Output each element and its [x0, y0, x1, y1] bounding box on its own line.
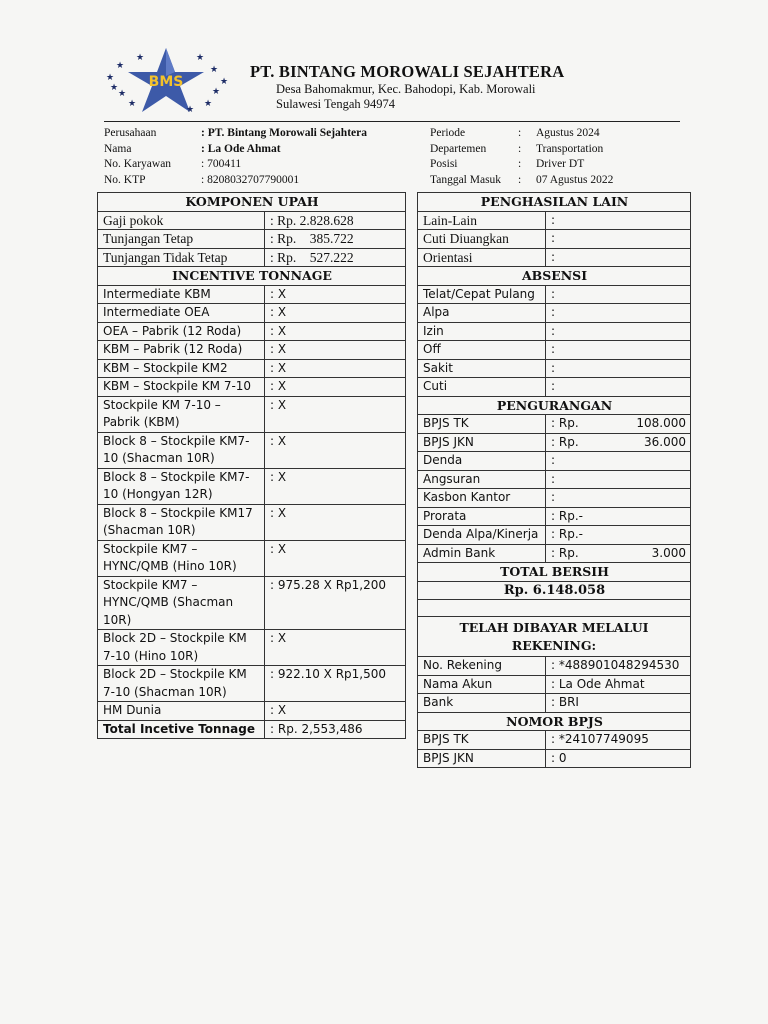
svg-text:BMS: BMS — [148, 74, 184, 90]
table-row: Prorata : Rp.- — [418, 507, 691, 526]
table-row: Block 2D – Stockpile KM 7-10 (Hino 10R) : X — [98, 630, 406, 666]
table-row: BPJS JKN : Rp. 36.000 — [418, 433, 691, 452]
table-row: Block 8 – Stockpile KM7-10 (Hongyan 12R) : X — [98, 468, 406, 504]
info-row-no-karyawan: No. Karyawan : 700411 — [104, 158, 242, 170]
table-row: Bank : BRI — [418, 694, 691, 713]
table-row: Block 8 – Stockpile KM7-10 (Shacman 10R) : X — [98, 432, 406, 468]
section-title-rekening: TELAH DIBAYAR MELALUI REKENING: — [418, 617, 691, 657]
info-row-perusahaan: Perusahaan : PT. Bintang Morowali Sejahtera — [104, 127, 367, 139]
svg-text:★: ★ — [212, 87, 221, 97]
table-row: Off : — [418, 341, 691, 360]
address-line-1: Desa Bahomakmur, Kec. Bahodopi, Kab. Morowali — [276, 82, 536, 96]
info-row-nama: Nama : La Ode Ahmat — [104, 142, 281, 155]
table-row: Stockpile KM7 – HYNC/QMB (Hino 10R) : X — [98, 540, 406, 576]
table-row: Cuti : — [418, 378, 691, 397]
section-title-komponen-upah: KOMPONEN UPAH — [98, 193, 406, 212]
address-line-2: Sulawesi Tengah 94974 — [276, 97, 396, 111]
table-row: Stockpile KM7 – HYNC/QMB (Shacman 10R) : 975.28 X Rp1,200 — [98, 576, 406, 630]
svg-text:★: ★ — [110, 83, 119, 93]
info-row-no-ktp: No. KTP : 8208032707790001 — [104, 173, 300, 186]
company-logo-star-icon — [100, 46, 232, 118]
section-title-incentive-tonnage: INCENTIVE TONNAGE — [98, 267, 406, 286]
spacer-row — [418, 600, 691, 617]
total-incentive-row: Total Incetive Tonnage : Rp. 2,553,486 — [98, 720, 406, 739]
employee-info-left — [104, 126, 367, 188]
svg-text:★: ★ — [210, 65, 219, 75]
svg-text:★: ★ — [106, 73, 115, 83]
table-row: Lain-Lain : — [418, 211, 691, 230]
deductions-summary-table — [417, 192, 691, 768]
table-row: BPJS TK : *24107749095 — [418, 731, 691, 750]
section-title-total-bersih: TOTAL BERSIH — [418, 563, 691, 582]
table-row: Nama Akun : La Ode Ahmat — [418, 675, 691, 694]
table-row: Izin : — [418, 322, 691, 341]
table-row: Denda Alpa/Kinerja : Rp.- — [418, 526, 691, 545]
info-row-departemen: Departemen : Transportation — [430, 142, 604, 155]
table-row: KBM – Stockpile KM 7-10 : X — [98, 378, 406, 397]
table-row: KBM – Stockpile KM2 : X — [98, 359, 406, 378]
table-row: Gaji pokok : Rp. 2.828.628 — [98, 211, 406, 230]
svg-text:★: ★ — [118, 89, 127, 99]
table-row: BPJS JKN : 0 — [418, 749, 691, 768]
table-row: OEA – Pabrik (12 Roda) : X — [98, 322, 406, 341]
table-row: Sakit : — [418, 359, 691, 378]
section-title-penghasilan-lain: PENGHASILAN LAIN — [418, 193, 691, 212]
table-row: Angsuran : — [418, 470, 691, 489]
table-row: Block 2D – Stockpile KM 7-10 (Shacman 10R) : 922.10 X Rp1,500 — [98, 666, 406, 702]
section-title-nomor-bpjs: NOMOR BPJS — [418, 712, 691, 731]
svg-text:★: ★ — [128, 99, 137, 109]
svg-text:★: ★ — [136, 53, 145, 63]
svg-text:★: ★ — [116, 61, 125, 71]
table-row: Admin Bank : Rp. 3.000 — [418, 544, 691, 563]
total-bersih-value: Rp. 6.148.058 — [418, 581, 691, 600]
table-row: Intermediate KBM : X — [98, 285, 406, 304]
company-address — [276, 82, 536, 112]
table-row: Kasbon Kantor : — [418, 489, 691, 508]
info-row-posisi: Posisi : Driver DT — [430, 158, 585, 170]
svg-text:★: ★ — [220, 77, 229, 87]
company-name: PT. BINTANG MOROWALI SEJAHTERA — [250, 62, 565, 81]
table-row: Telat/Cepat Pulang : — [418, 285, 691, 304]
info-row-periode: Periode : Agustus 2024 — [430, 127, 600, 139]
table-row: Intermediate OEA : X — [98, 304, 406, 323]
table-row: Tunjangan Tetap : Rp. 385.722 — [98, 230, 406, 249]
table-row: KBM – Pabrik (12 Roda) : X — [98, 341, 406, 360]
header-divider — [104, 121, 680, 122]
table-row: Block 8 – Stockpile KM17 (Shacman 10R) : X — [98, 504, 406, 540]
employee-info-right — [430, 126, 613, 188]
svg-text:★: ★ — [196, 53, 205, 63]
section-title-pengurangan: PENGURANGAN — [418, 396, 691, 415]
table-row: Cuti Diuangkan : — [418, 230, 691, 249]
table-row: HM Dunia : X — [98, 702, 406, 721]
table-row: Alpa : — [418, 304, 691, 323]
salary-components-table — [97, 192, 406, 739]
table-row: Denda : — [418, 452, 691, 471]
table-row: BPJS TK : Rp. 108.000 — [418, 415, 691, 434]
svg-text:★: ★ — [186, 105, 195, 115]
info-row-tanggal-masuk: Tanggal Masuk : 07 Agustus 2022 — [430, 173, 614, 186]
svg-text:★: ★ — [204, 99, 213, 109]
section-title-absensi: ABSENSI — [418, 267, 691, 286]
table-row: No. Rekening : *488901048294530 — [418, 657, 691, 676]
table-row: Stockpile KM 7-10 – Pabrik (KBM) : X — [98, 396, 406, 432]
table-row: Tunjangan Tidak Tetap : Rp. 527.222 — [98, 248, 406, 267]
table-row: Orientasi : — [418, 248, 691, 267]
